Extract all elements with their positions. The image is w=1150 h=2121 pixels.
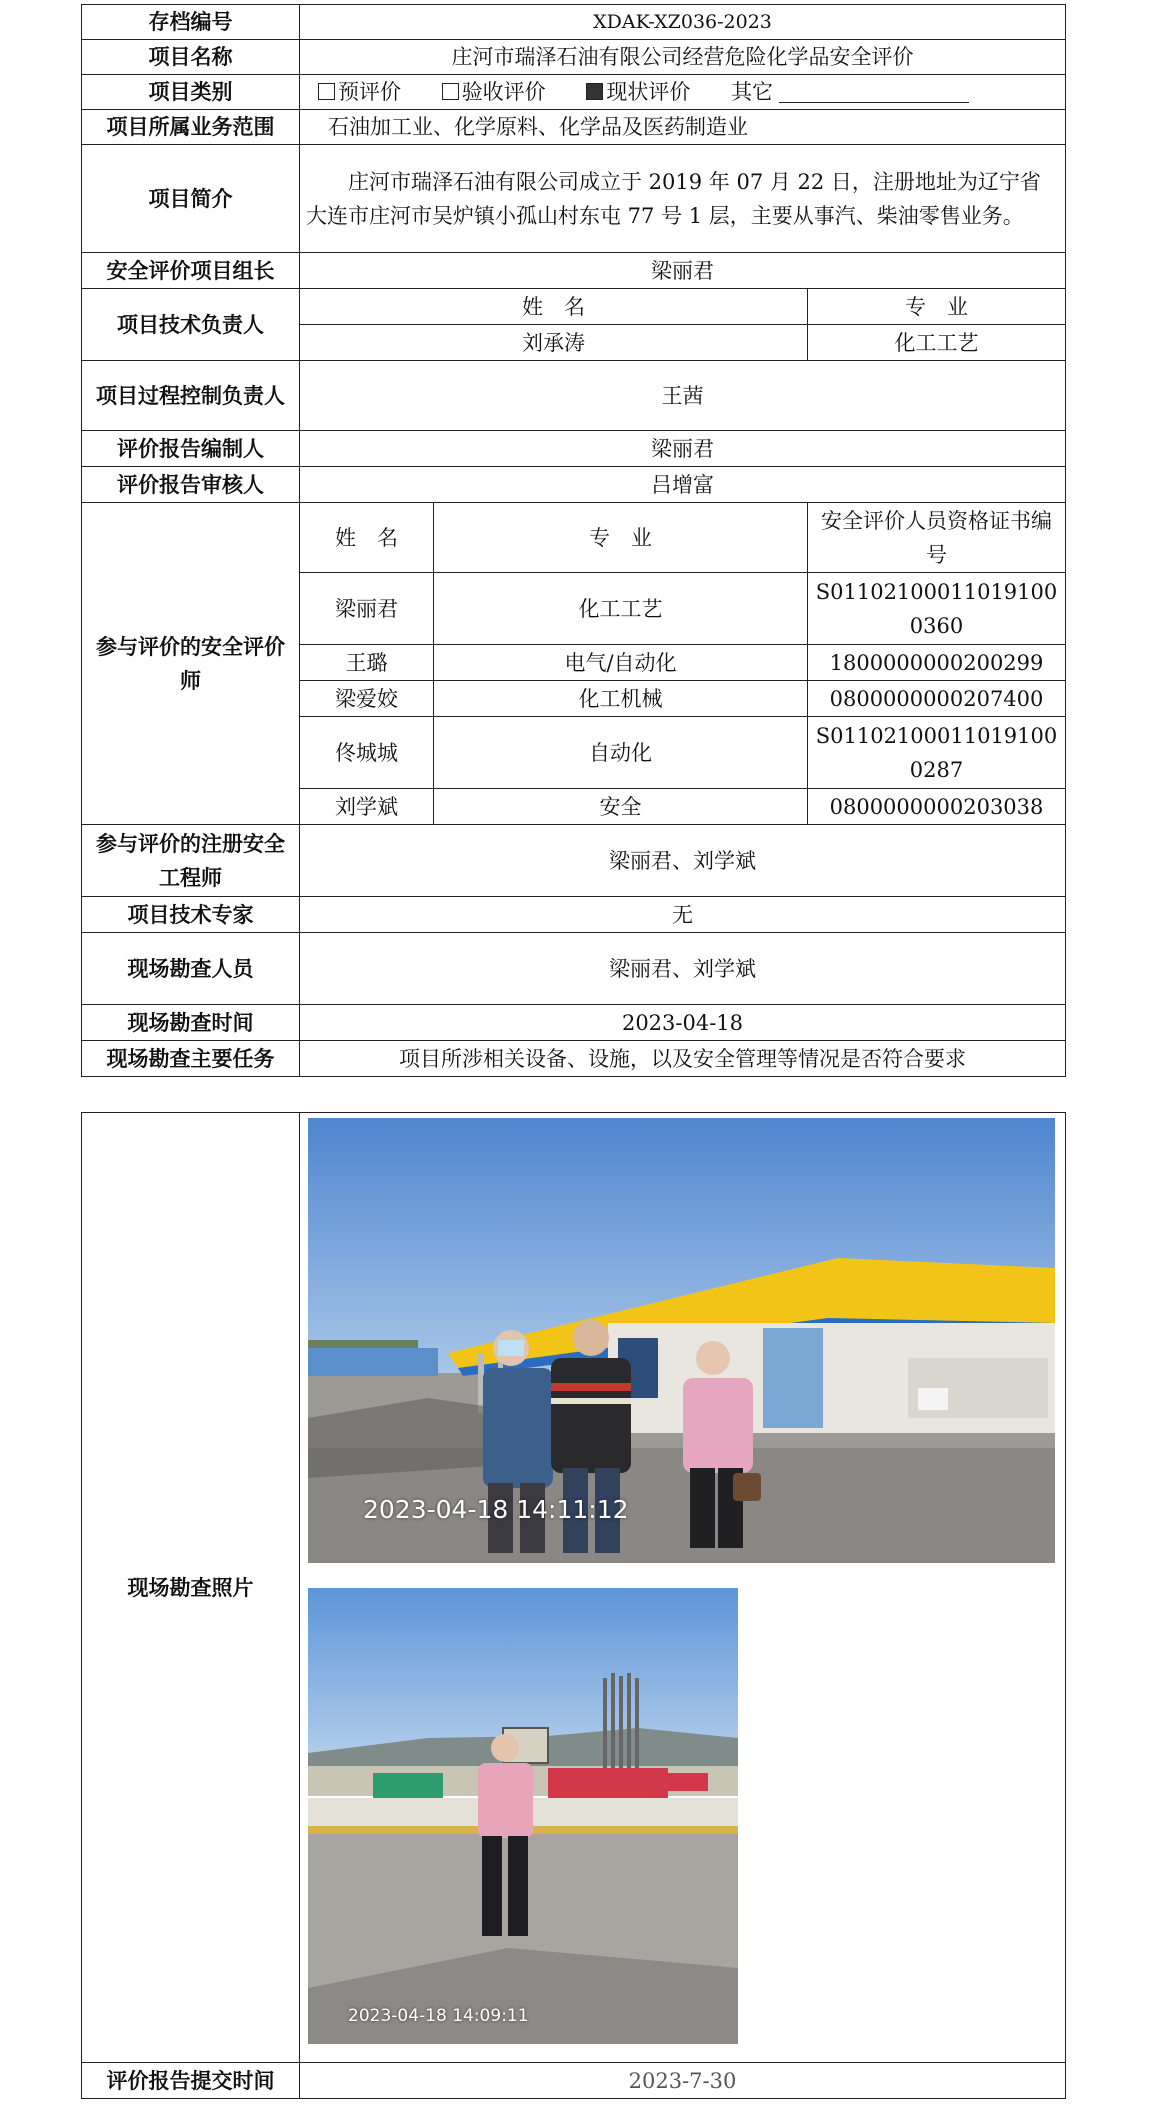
- process-control-value: 王茜: [300, 361, 1066, 431]
- project-name-label: 项目名称: [82, 40, 300, 75]
- business-scope-value: 石油加工业、化学原料、化学品及医药制造业: [300, 110, 1066, 145]
- assessor-name: 梁爱姣: [300, 681, 434, 717]
- option-status-evaluation[interactable]: [586, 80, 690, 104]
- tech-lead-label: 项目技术负责人: [82, 289, 300, 361]
- registered-engineers-label: 参与评价的注册安全工程师: [82, 825, 300, 897]
- option-label: 验收评价: [461, 80, 546, 104]
- row-assessors-header: [82, 503, 1066, 573]
- site-task-label: 现场勘查主要任务: [82, 1041, 300, 1077]
- project-type-options: [300, 75, 1066, 110]
- tank-area-photo-image: [308, 1588, 738, 2044]
- option-label: 现状评价: [606, 80, 691, 104]
- site-time-value: 2023-04-18: [300, 1005, 1066, 1041]
- site-photo-1: [308, 1118, 1055, 1563]
- assessors-label: 参与评价的安全评价师: [82, 503, 300, 825]
- checkbox-icon: [442, 83, 459, 100]
- report-author-value: 梁丽君: [300, 431, 1066, 467]
- assessor-name: 刘学斌: [300, 789, 434, 825]
- option-acceptance-evaluation[interactable]: [442, 80, 546, 104]
- assessor-major: 电气/自动化: [434, 645, 808, 681]
- site-time-label: 现场勘查时间: [82, 1005, 300, 1041]
- team-leader-label: 安全评价项目组长: [82, 253, 300, 289]
- assessor-major: 化工工艺: [434, 573, 808, 645]
- tech-lead-name: 刘承涛: [300, 325, 808, 361]
- assessor-name: 王璐: [300, 645, 434, 681]
- assessor-cert: S011021000110191000360: [808, 573, 1066, 645]
- assessor-name: 梁丽君: [300, 573, 434, 645]
- row-site-task: [82, 1041, 1066, 1077]
- info-table: [81, 4, 1066, 1077]
- assessor-cert: 0800000000203038: [808, 789, 1066, 825]
- checkbox-checked-icon: [586, 83, 603, 100]
- assessor-major: 化工机械: [434, 681, 808, 717]
- assessor-name: 佟城城: [300, 717, 434, 789]
- process-control-label: 项目过程控制负责人: [82, 361, 300, 431]
- row-submit-time: [82, 2063, 1066, 2099]
- submit-time-label: 评价报告提交时间: [82, 2063, 300, 2099]
- assessors-cert-header: 安全评价人员资格证书编号: [808, 503, 1066, 573]
- tech-experts-label: 项目技术专家: [82, 897, 300, 933]
- row-intro: [82, 145, 1066, 253]
- row-site-staff: [82, 933, 1066, 1005]
- submit-time-value: 2023-7-30: [300, 2063, 1066, 2099]
- tech-experts-value: 无: [300, 897, 1066, 933]
- assessors-name-header: 姓 名: [300, 503, 434, 573]
- site-photos-label: 现场勘查照片: [82, 1113, 300, 2063]
- report-reviewer-value: 吕增富: [300, 467, 1066, 503]
- site-task-value: 项目所涉相关设备、设施，以及安全管理等情况是否符合要求: [300, 1041, 1066, 1077]
- row-report-reviewer: [82, 467, 1066, 503]
- intro-label: 项目简介: [82, 145, 300, 253]
- row-site-time: [82, 1005, 1066, 1041]
- row-team-leader: [82, 253, 1066, 289]
- other-label: 其它: [731, 80, 774, 104]
- row-archive: [82, 5, 1066, 40]
- row-tech-experts: [82, 897, 1066, 933]
- tech-lead-major: 化工工艺: [808, 325, 1066, 361]
- assessor-major: 自动化: [434, 717, 808, 789]
- option-other: [731, 80, 969, 104]
- checkbox-icon: [318, 83, 335, 100]
- row-project-name: [82, 40, 1066, 75]
- row-tech-lead-header: [82, 289, 1066, 325]
- assessor-cert: S011021000110191000287: [808, 717, 1066, 789]
- site-photo-2: [308, 1588, 738, 2044]
- assessor-cert: 1800000000200299: [808, 645, 1066, 681]
- site-staff-label: 现场勘查人员: [82, 933, 300, 1005]
- site-staff-value: 梁丽君、刘学斌: [300, 933, 1066, 1005]
- team-leader-value: 梁丽君: [300, 253, 1066, 289]
- archive-value: XDAK-XZ036-2023: [300, 5, 1066, 40]
- report-author-label: 评价报告编制人: [82, 431, 300, 467]
- option-pre-evaluation[interactable]: [318, 80, 401, 104]
- photo-1-timestamp: 2023-04-18 14:11:12: [363, 1495, 629, 1524]
- row-registered-engineers: [82, 825, 1066, 897]
- row-process-control: [82, 361, 1066, 431]
- archive-label: 存档编号: [82, 5, 300, 40]
- row-business-scope: [82, 110, 1066, 145]
- tech-lead-major-header: 专 业: [808, 289, 1066, 325]
- project-type-label: 项目类别: [82, 75, 300, 110]
- photo-2-timestamp: 2023-04-18 14:09:11: [348, 2006, 529, 2026]
- row-report-author: [82, 431, 1066, 467]
- row-project-type: [82, 75, 1066, 110]
- report-reviewer-label: 评价报告审核人: [82, 467, 300, 503]
- other-blank-line: [779, 82, 969, 103]
- assessor-major: 安全: [434, 789, 808, 825]
- option-label: 预评价: [338, 80, 401, 104]
- registered-engineers-value: 梁丽君、刘学斌: [300, 825, 1066, 897]
- assessor-cert: 0800000000207400: [808, 681, 1066, 717]
- project-name-value: 庄河市瑞泽石油有限公司经营危险化学品安全评价: [300, 40, 1066, 75]
- assessors-major-header: 专 业: [434, 503, 808, 573]
- tech-lead-name-header: 姓 名: [300, 289, 808, 325]
- intro-value: 庄河市瑞泽石油有限公司成立于 2019 年 07 月 22 日，注册地址为辽宁省大连市庄河市吴炉镇小孤山村东屯 77 号 1 层，主要从事汽、柴油零售业务。: [300, 145, 1066, 253]
- business-scope-label: 项目所属业务范围: [82, 110, 300, 145]
